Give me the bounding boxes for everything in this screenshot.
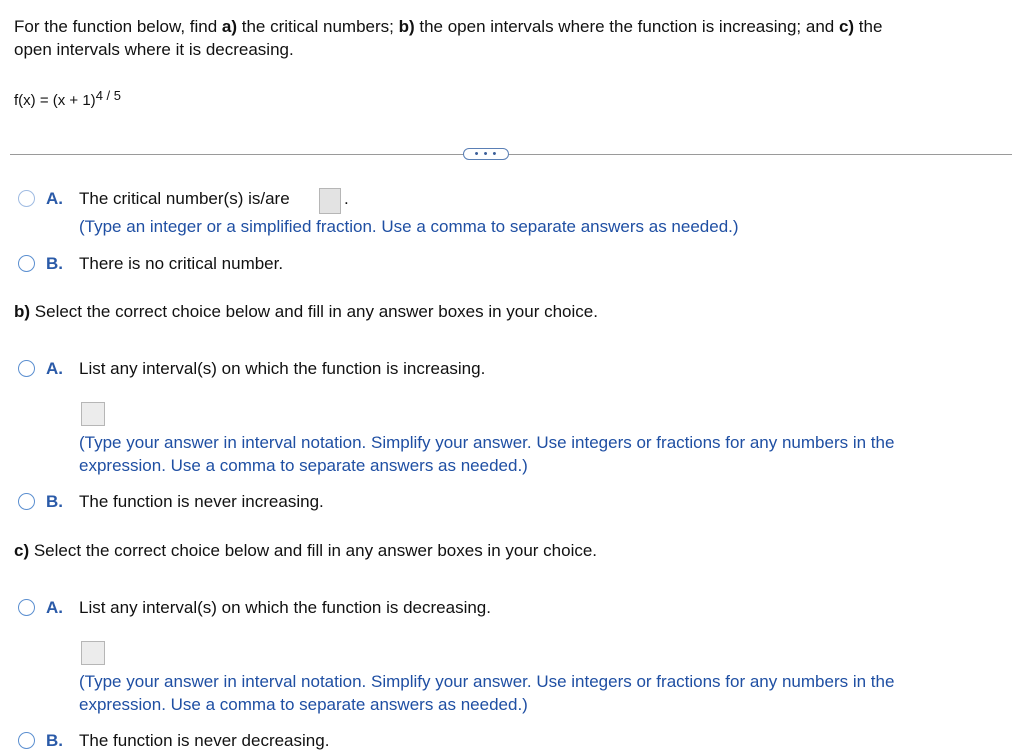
part-b-option-b-letter: B. bbox=[46, 492, 63, 511]
part-c-hint-line-1: (Type your answer in interval notation. Simplify your answer. Use integers or fractions for any numbers in the bbox=[79, 672, 895, 691]
part-b-hint-line-1: (Type your answer in interval notation. Simplify your answer. Use integers or fractions for any numbers in the bbox=[79, 433, 895, 452]
label-b: b) bbox=[398, 17, 415, 36]
part-b-option-a-radio[interactable] bbox=[18, 360, 35, 377]
part-c-label: c) bbox=[14, 541, 30, 560]
part-c-option-b-letter: B. bbox=[46, 731, 63, 750]
part-a-option-a-text: The critical number(s) is/are bbox=[79, 189, 290, 208]
label-c: c) bbox=[838, 17, 855, 36]
part-b-option-a-text: List any interval(s) on which the function is increasing. bbox=[79, 359, 486, 378]
part-c-prompt-text: Select the correct choice below and fill in any answer boxes in your choice. bbox=[29, 541, 598, 560]
function-formula bbox=[14, 88, 121, 109]
question-line-1 bbox=[14, 16, 882, 38]
question-text: the open intervals where the function is increasing; and bbox=[414, 17, 839, 36]
formula-exponent: 4 / 5 bbox=[95, 88, 121, 103]
part-b-prompt bbox=[14, 302, 598, 322]
period: . bbox=[344, 189, 349, 208]
part-c-prompt bbox=[14, 541, 597, 561]
label-a: a) bbox=[221, 17, 238, 36]
question-line-2: open intervals where it is decreasing. bbox=[14, 40, 294, 59]
part-a-hint: (Type an integer or a simplified fraction. Use a comma to separate answers as needed.) bbox=[79, 217, 739, 236]
part-a-option-b-text: There is no critical number. bbox=[79, 254, 284, 273]
part-b-prompt-text: Select the correct choice below and fill in any answer boxes in your choice. bbox=[30, 302, 598, 321]
part-a-option-b-letter: B. bbox=[46, 254, 63, 273]
part-c-option-a-text: List any interval(s) on which the function is decreasing. bbox=[79, 598, 491, 617]
part-b-option-b-text: The function is never increasing. bbox=[79, 492, 324, 511]
increasing-interval-answer-box[interactable] bbox=[81, 402, 105, 426]
part-c-option-b-radio[interactable] bbox=[18, 732, 35, 749]
part-a-option-a-radio[interactable] bbox=[18, 190, 35, 207]
part-c-option-a-letter: A. bbox=[46, 598, 63, 617]
part-b-option-a-letter: A. bbox=[46, 359, 63, 378]
part-a-option-b-radio[interactable] bbox=[18, 255, 35, 272]
part-c-option-b-text: The function is never decreasing. bbox=[79, 731, 330, 750]
part-b-hint-line-2: expression. Use a comma to separate answers as needed.) bbox=[79, 456, 528, 475]
part-c-hint-line-2: expression. Use a comma to separate answers as needed.) bbox=[79, 695, 528, 714]
formula-base: f(x) = (x + 1) bbox=[14, 92, 96, 109]
question-text: the critical numbers; bbox=[237, 17, 399, 36]
divider bbox=[10, 154, 1012, 155]
part-c-option-a-radio[interactable] bbox=[18, 599, 35, 616]
critical-number-answer-box[interactable] bbox=[319, 188, 341, 214]
question-text: the bbox=[854, 17, 883, 36]
question-text: For the function below, find bbox=[14, 17, 222, 36]
part-b-option-b-radio[interactable] bbox=[18, 493, 35, 510]
part-a-option-a-letter: A. bbox=[46, 189, 63, 208]
ellipsis-icon: • • • bbox=[474, 148, 498, 160]
decreasing-interval-answer-box[interactable] bbox=[81, 641, 105, 665]
part-b-label: b) bbox=[14, 302, 31, 321]
more-options-button[interactable] bbox=[463, 148, 509, 160]
